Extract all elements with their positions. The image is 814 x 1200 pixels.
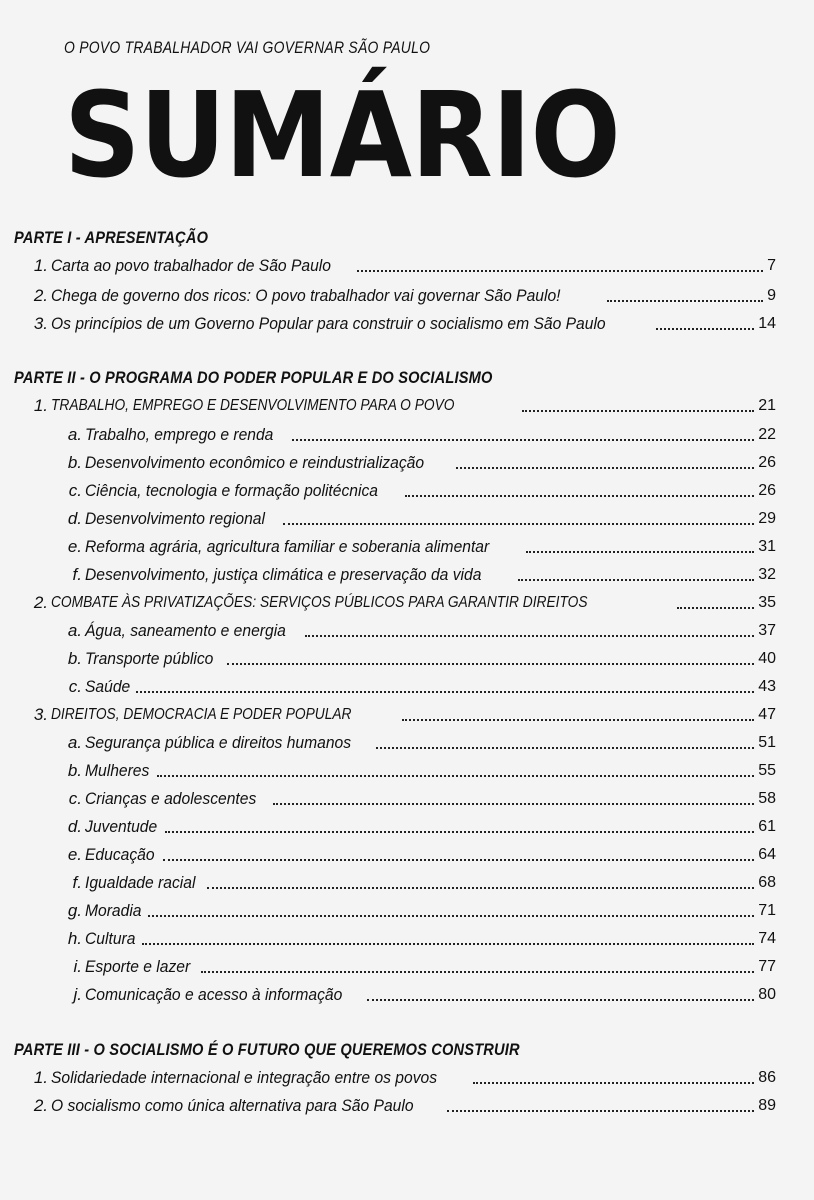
toc-label: Esporte e lazer [85,957,191,976]
toc-label: Juventude [85,817,158,836]
dot-leader [142,942,754,945]
dot-leader [405,494,754,497]
toc-page: 89 [758,1097,776,1114]
dot-leader [148,914,754,917]
toc-page: 21 [758,397,776,414]
dot-leader [656,327,754,330]
toc-label: Carta ao povo trabalhador de São Paulo [51,256,331,275]
dot-leader [292,438,754,441]
toc-subentry[interactable] [66,505,776,529]
toc-entry[interactable] [32,392,776,416]
toc-label: TRABALHO, EMPREGO E DESENVOLVIMENTO PARA O POVO [51,397,455,414]
dot-leader [376,746,754,749]
toc-subentry[interactable] [66,449,776,473]
toc-page: 26 [758,482,776,499]
toc-label: Ciência, tecnologia e formação politécnica [85,481,378,500]
toc-subentry[interactable] [66,813,776,837]
dot-leader [283,522,755,525]
toc-entry[interactable] [32,701,776,725]
toc-page: 86 [758,1069,776,1086]
toc-page: 74 [758,930,776,947]
toc-label: O socialismo como única alternativa para São Paulo [51,1096,414,1115]
toc-letter: d. [67,817,82,836]
toc-entry[interactable] [32,282,776,306]
toc-letter: b. [67,761,82,780]
toc-page: 68 [758,874,776,891]
dot-leader [607,299,763,302]
toc-label: Desenvolvimento econômico e reindustrialização [85,453,425,472]
toc-number: 2. [33,1096,48,1115]
dot-leader [305,634,754,637]
toc-label: Transporte público [85,649,214,668]
dot-leader [136,690,754,693]
toc-subentry[interactable] [66,925,776,949]
document-kicker: O POVO TRABALHADOR VAI GOVERNAR SÃO PAULO [64,38,431,57]
toc-label: COMBATE ÀS PRIVATIZAÇÕES: SERVIÇOS PÚBLICOS PARA GARANTIR DIREITOS [51,594,588,611]
toc-page: 58 [758,790,776,807]
dot-leader [677,606,754,609]
toc-letter: f. [72,873,82,892]
toc-page: 40 [758,650,776,667]
dot-leader [402,718,754,721]
dot-leader [367,998,755,1001]
toc-subentry[interactable] [66,757,776,781]
toc-letter: f. [72,565,82,584]
toc-letter: c. [68,789,82,808]
dot-leader [526,550,754,553]
toc-label: DIREITOS, DEMOCRACIA E PODER POPULAR [51,706,352,723]
toc-number: 1. [33,256,48,275]
toc-label: Cultura [85,929,136,948]
toc-page: 55 [758,762,776,779]
toc-number: 1. [33,1068,48,1087]
toc-number: 2. [33,286,48,305]
dot-leader [165,830,754,833]
dot-leader [473,1081,755,1084]
dot-leader [273,802,754,805]
toc-page: 47 [758,706,776,723]
toc-label: Mulheres [85,761,150,780]
dot-leader [163,858,755,861]
toc-label: Desenvolvimento, justiça climática e preservação da vida [85,565,482,584]
toc-page: 32 [758,566,776,583]
toc-subentry[interactable] [66,617,776,641]
toc-subentry[interactable] [66,729,776,753]
dot-leader [447,1109,754,1112]
toc-subentry[interactable] [66,533,776,557]
dot-leader [157,774,754,777]
toc-label: Os princípios de um Governo Popular para construir o socialismo em São Paulo [51,314,606,333]
toc-label: Solidariedade internacional e integração entre os povos [51,1068,438,1087]
toc-letter: b. [67,453,82,472]
toc-entry[interactable] [32,1092,776,1116]
toc-letter: e. [67,845,82,864]
part-heading-1: PARTE I - APRESENTAÇÃO [14,228,209,247]
toc-number: 1. [33,396,48,415]
toc-subentry[interactable] [66,785,776,809]
part-heading-2: PARTE II - O PROGRAMA DO PODER POPULAR E DO SOCIALISMO [14,368,493,387]
toc-letter: a. [67,621,82,640]
toc-page: 26 [758,454,776,471]
toc-subentry[interactable] [66,953,776,977]
toc-letter: e. [67,537,82,556]
toc-subentry[interactable] [66,897,776,921]
toc-subentry[interactable] [66,421,776,445]
toc-entry[interactable] [32,252,776,276]
toc-page: 22 [758,426,776,443]
toc-page: 35 [758,594,776,611]
toc-number: 3. [33,705,48,724]
toc-letter: c. [68,677,82,696]
toc-page: 77 [758,958,776,975]
toc-number: 2. [33,593,48,612]
page-title: SUMÁRIO [64,66,620,204]
toc-label: Crianças e adolescentes [85,789,257,808]
toc-label: Segurança pública e direitos humanos [85,733,352,752]
toc-letter: a. [67,733,82,752]
toc-label: Igualdade racial [85,873,196,892]
toc-letter: d. [67,509,82,528]
toc-label: Comunicação e acesso à informação [85,985,343,1004]
dot-leader [227,662,755,665]
toc-page: 80 [758,986,776,1003]
toc-page: 14 [758,315,776,332]
toc-label: Trabalho, emprego e renda [85,425,274,444]
part-heading-3: PARTE III - O SOCIALISMO É O FUTURO QUE QUEREMOS CONSTRUIR [14,1040,520,1059]
dot-leader [207,886,754,889]
toc-page: 31 [758,538,776,555]
dot-leader [201,970,754,973]
toc-entry[interactable] [32,589,776,613]
toc-subentry[interactable] [66,869,776,893]
toc-letter: i. [73,957,82,976]
toc-subentry[interactable] [66,645,776,669]
toc-page: 71 [758,902,776,919]
toc-page: 29 [758,510,776,527]
toc-page: 43 [758,678,776,695]
toc-letter: j. [73,985,82,1004]
toc-subentry[interactable] [66,841,776,865]
toc-label: Desenvolvimento regional [85,509,265,528]
toc-letter: h. [67,929,82,948]
toc-label: Saúde [85,677,131,696]
dot-leader [456,466,755,469]
toc-entry[interactable] [32,1064,776,1088]
toc-page: 37 [758,622,776,639]
toc-subentry[interactable] [66,981,776,1005]
toc-page: 7 [767,257,776,274]
dot-leader [357,269,763,272]
toc-letter: a. [67,425,82,444]
toc-page: 64 [758,846,776,863]
toc-subentry[interactable] [66,477,776,501]
toc-label: Educação [85,845,155,864]
toc-label: Moradia [85,901,142,920]
toc-page: 51 [758,734,776,751]
toc-page: 9 [767,287,776,304]
toc-number: 3. [33,314,48,333]
toc-page: 61 [758,818,776,835]
toc-subentry[interactable] [66,673,776,697]
toc-label: Reforma agrária, agricultura familiar e soberania alimentar [85,537,490,556]
toc-label: Chega de governo dos ricos: O povo trabalhador vai governar São Paulo! [51,286,561,305]
toc-letter: b. [67,649,82,668]
dot-leader [522,409,754,412]
toc-subentry[interactable] [66,561,776,585]
toc-letter: g. [67,901,82,920]
toc-letter: c. [68,481,82,500]
toc-entry[interactable] [32,310,776,334]
dot-leader [518,578,754,581]
toc-label: Água, saneamento e energia [85,621,286,640]
